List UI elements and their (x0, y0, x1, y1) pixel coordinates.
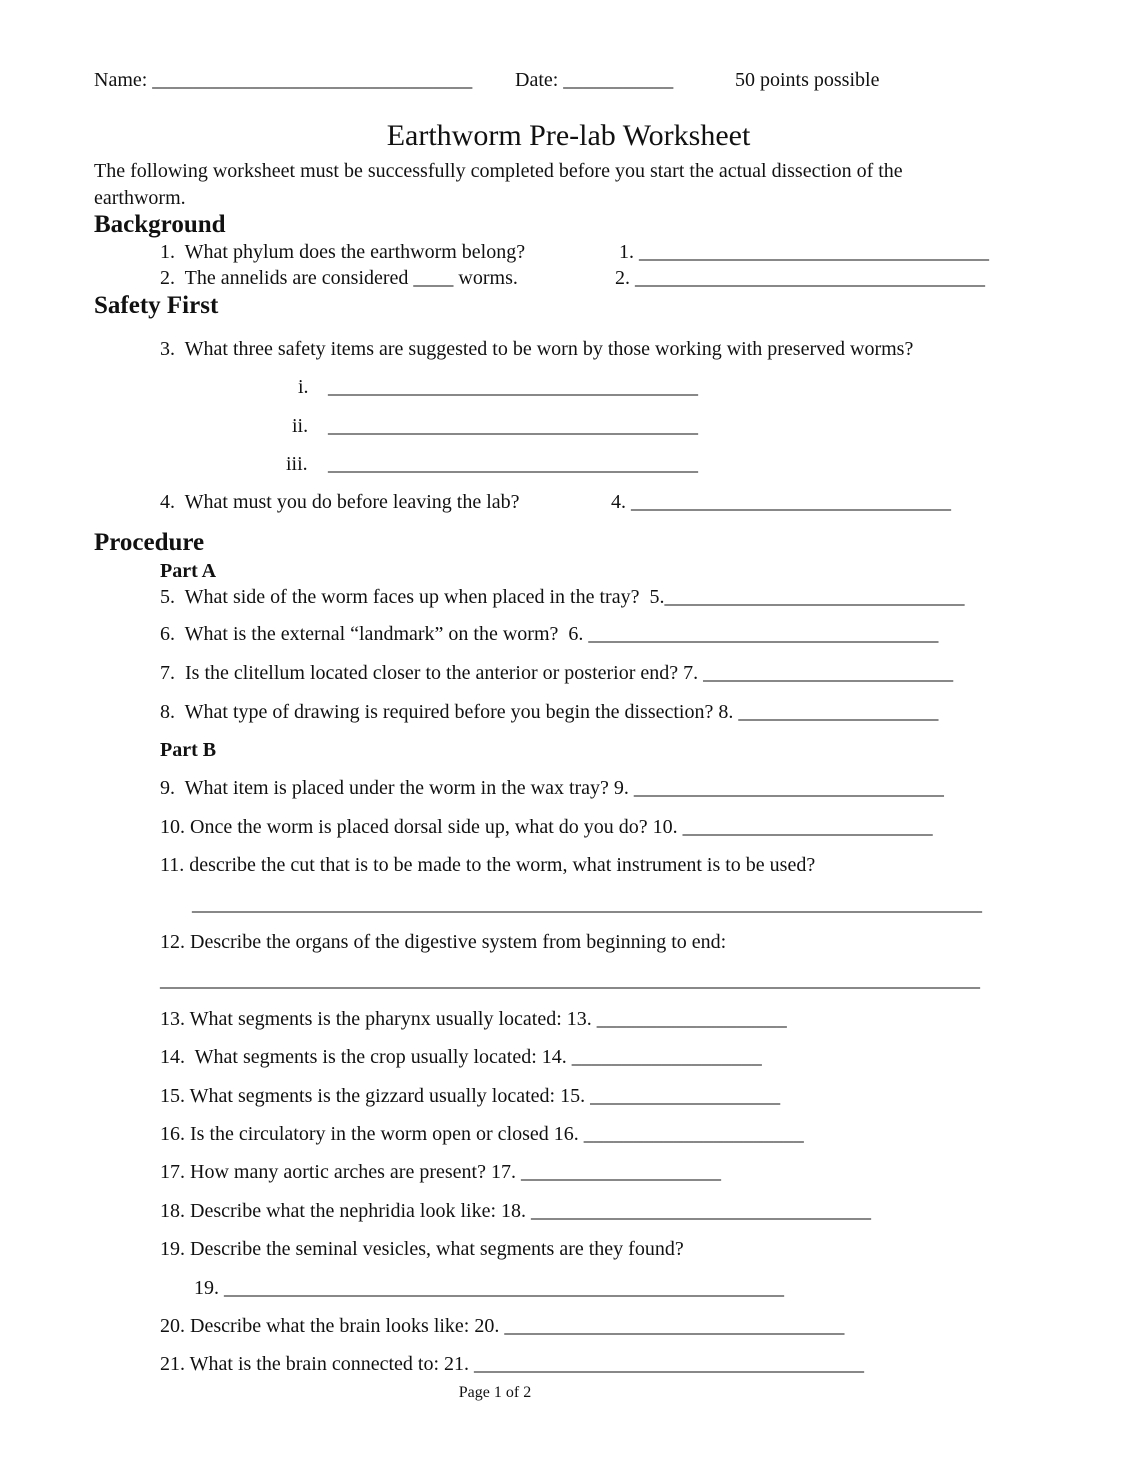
answer-12-blank[interactable]: __________________________________________________________________________________ (160, 969, 980, 991)
question-12: 12. Describe the organs of the digestive system from beginning to end: (160, 931, 727, 953)
safety-item-num-3: iii. (286, 453, 308, 475)
question-10[interactable]: 10. Once the worm is placed dorsal side up, what do you do? 10. _________________________ (160, 816, 933, 838)
section-heading-procedure: Procedure (94, 529, 205, 556)
section-heading-background: Background (94, 211, 226, 238)
question-19: 19. Describe the seminal vesicles, what segments are they found? (160, 1238, 684, 1260)
question-6[interactable]: 6. What is the external “landmark” on the worm? 6. ___________________________________ (160, 623, 939, 645)
answer-11-blank[interactable]: _______________________________________________________________________________ (192, 893, 982, 915)
question-5[interactable]: 5. What side of the worm faces up when placed in the tray? 5.______________________________ (160, 586, 965, 608)
question-2: 2. The annelids are considered ____ worms. (160, 267, 518, 289)
safety-item-blank-1[interactable]: _____________________________________ (328, 376, 698, 398)
question-4: 4. What must you do before leaving the lab? (160, 491, 520, 513)
question-7[interactable]: 7. Is the clitellum located closer to the anterior or posterior end? 7. _________________________ (160, 662, 954, 684)
points-label: 50 points possible (735, 69, 880, 91)
page-number: Page 1 of 2 (458, 1384, 532, 1401)
question-11: 11. describe the cut that is to be made to the worm, what instrument is to be used? (160, 854, 816, 876)
answer-1-blank[interactable]: 1. ___________________________________ (619, 241, 989, 263)
question-21[interactable]: 21. What is the brain connected to: 21. _______________________________________ (160, 1353, 864, 1375)
question-13[interactable]: 13. What segments is the pharynx usually located: 13. ___________________ (160, 1008, 787, 1030)
question-20[interactable]: 20. Describe what the brain looks like: 20. __________________________________ (160, 1315, 845, 1337)
answer-4-blank[interactable]: 4. ________________________________ (611, 491, 951, 513)
safety-item-num-1: i. (298, 376, 309, 398)
question-16[interactable]: 16. Is the circulatory in the worm open or closed 16. ______________________ (160, 1123, 804, 1145)
question-18[interactable]: 18. Describe what the nephridia look like: 18. __________________________________ (160, 1200, 872, 1222)
safety-item-num-2: ii. (292, 415, 309, 437)
intro-line-2: earthworm. (94, 187, 186, 209)
section-heading-safety: Safety First (94, 292, 219, 319)
question-9[interactable]: 9. What item is placed under the worm in the wax tray? 9. _______________________________ (160, 777, 944, 799)
question-3: 3. What three safety items are suggested to be worn by those working with preserved worms? (160, 338, 914, 360)
question-1: 1. What phylum does the earthworm belong? (160, 241, 526, 263)
answer-19-blank[interactable]: 19. ________________________________________________________ (194, 1277, 784, 1299)
page-title: Earthworm Pre-lab Worksheet (386, 119, 751, 152)
date-field[interactable]: Date: ___________ (515, 69, 674, 91)
answer-2-blank[interactable]: 2. ___________________________________ (615, 267, 985, 289)
intro-line-1: The following worksheet must be successfully completed before you start the actual dissection of the (94, 160, 903, 182)
name-field[interactable]: Name: ________________________________ (94, 69, 473, 91)
part-b-heading: Part B (160, 739, 217, 761)
question-14[interactable]: 14. What segments is the crop usually located: 14. ___________________ (160, 1046, 762, 1068)
safety-item-blank-2[interactable]: _____________________________________ (328, 415, 698, 437)
question-8[interactable]: 8. What type of drawing is required before you begin the dissection? 8. ____________________ (160, 701, 939, 723)
question-17[interactable]: 17. How many aortic arches are present? 17. ____________________ (160, 1161, 721, 1183)
safety-item-blank-3[interactable]: _____________________________________ (328, 453, 698, 475)
part-a-heading: Part A (160, 560, 217, 582)
question-15[interactable]: 15. What segments is the gizzard usually located: 15. ___________________ (160, 1085, 781, 1107)
